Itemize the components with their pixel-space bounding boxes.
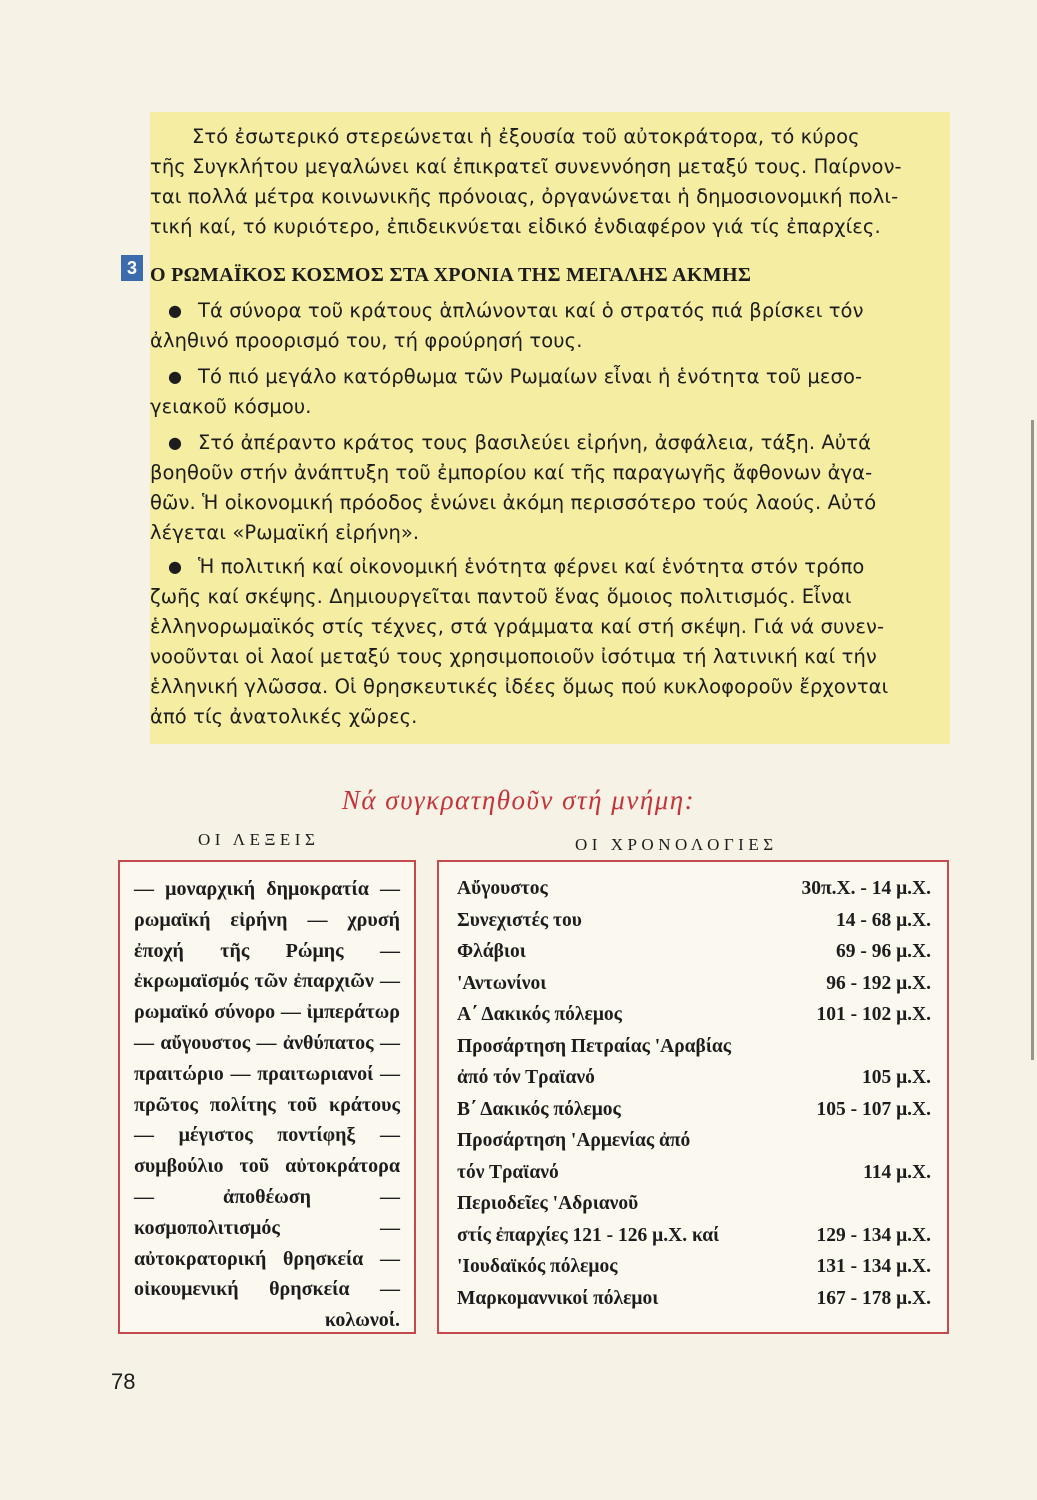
paragraph-line: ἀληθινό προορισμό του, τή φρούρησή τους.	[150, 329, 583, 352]
date-row	[457, 973, 931, 1003]
paragraph-line: Τό πιό μεγάλο κατόρθωμα τῶν Ρωμαίων εἶναι ἡ ἑνότητα τοῦ μεσο-	[198, 365, 863, 388]
date-row	[457, 1099, 931, 1129]
paragraph-line: ἀπό τίς ἀνατολικές χῶρες.	[150, 705, 418, 728]
paragraph-line: τική καί, τό κυριότερο, ἐπιδεικνύεται εἰδικό ἐνδιαφέρον γιά τίς ἐπαρχίες.	[150, 215, 881, 238]
paragraph-line: ζωῆς καί σκέψης. Δημιουργεῖται παντοῦ ἕνας ὅμοιος πολιτισμός. Εἶναι	[150, 585, 852, 608]
dates-title: ΟΙ ΧΡΟΝΟΛΟΓΙΕΣ	[575, 835, 778, 854]
date-label: Φλάβιοι	[457, 941, 526, 962]
date-label: 'Αντωνίνοι	[457, 972, 547, 994]
date-row	[457, 1225, 931, 1255]
date-label: Β΄ Δακικός πόλεμος	[457, 1098, 621, 1120]
date-row	[457, 1162, 931, 1192]
bullet-icon: ●	[168, 367, 183, 386]
date-label: Συνεχιστές του	[457, 909, 582, 931]
date-row	[457, 1256, 931, 1286]
bullet-icon: ●	[168, 433, 183, 452]
paragraph-line: Στό ἀπέραντο κράτος τους βασιλεύει εἰρήνη, ἀσφάλεια, τάξη. Αὐτά	[198, 431, 872, 454]
words-list: — μοναρχική δημοκρατία — ρωμαϊκή εἰρήνη — χρυσή ἐποχή τῆς Ρώμης — ἐκρωμαϊσμός τῶν ἐπαρχιῶν — ρωμαϊκό σύνορο — ἰμπεράτωρ — αὔγουστος — ἀνθύπατος — πραιτώριο — πραιτωριανοί — πρῶτος πολίτης τοῦ κράτους — μέγιστος ποντίφηξ — συμβούλιο τοῦ αὐτοκράτορα — ἀποθέωση — κοσμοπολιτισμός — αὐτοκρατορική θρησκεία — οἰκουμενική θρησκεία — κολωνοί.	[134, 878, 400, 1332]
bullet-icon: ●	[168, 557, 183, 576]
date-row	[457, 1193, 931, 1223]
date-label: Προσάρτηση 'Αρμενίας ἀπό	[457, 1130, 691, 1151]
date-row	[457, 1130, 931, 1160]
paragraph-line: νοοῦνται οἱ λαοί μεταξύ τους χρησιμοποιοῦν ἰσότιμα τή λατινική καί τήν	[150, 645, 877, 668]
date-value: 131 - 134 μ.Χ.	[816, 1256, 931, 1277]
section-heading: Ο ΡΩΜΑΪΚΟΣ ΚΟΣΜΟΣ ΣΤΑ ΧΡΟΝΙΑ ΤΗΣ ΜΕΓΑΛΗΣ ΑΚΜΗΣ	[150, 264, 752, 286]
date-row	[457, 941, 931, 971]
date-row	[457, 1004, 931, 1034]
words-title: ΟΙ ΛΕΞΕΙΣ	[198, 830, 320, 849]
date-label: Α΄ Δακικός πόλεμος	[457, 1004, 622, 1025]
date-row	[457, 878, 931, 908]
date-label: Προσάρτηση Πετραίας 'Αραβίας	[457, 1035, 731, 1057]
paragraph-line: λέγεται «Ρωμαϊκή εἰρήνη».	[150, 521, 420, 544]
paragraph-line: ται πολλά μέτρα κοινωνικῆς πρόνοιας, ὀργανώνεται ἡ δημοσιονομική πολι-	[150, 185, 899, 208]
date-value: 114 μ.Χ.	[863, 1161, 931, 1183]
date-label: Μαρκομαννικοί πόλεμοι	[457, 1287, 659, 1309]
date-value: 14 - 68 μ.Χ.	[835, 909, 931, 931]
date-label: στίς ἐπαρχίες 121 - 126 μ.Χ. καί	[457, 1224, 720, 1246]
highlighted-text-block	[150, 112, 950, 744]
date-label: Αὔγουστος	[457, 878, 548, 899]
paragraph-line: Ἡ πολιτική καί οἰκονομική ἑνότητα φέρνει καί ἑνότητα στόν τρόπο	[198, 555, 865, 578]
date-value: 129 - 134 μ.Χ.	[816, 1224, 931, 1246]
paragraph-line: ἑλληνική γλῶσσα. Οἱ θρησκευτικές ἰδέες ὅμως πού κυκλοφοροῦν ἔρχονται	[150, 675, 889, 698]
words-box	[118, 860, 416, 1334]
paragraph-line: θῶν. Ἡ οἰκονομική πρόοδος ἑνώνει ἀκόμη περισσότερο τούς λαούς. Αὐτό	[150, 491, 877, 514]
paragraph-line: Τά σύνορα τοῦ κράτους ἁπλώνονται καί ὁ στρατός πιά βρίσκει τόν	[198, 299, 864, 322]
date-value: 101 - 102 μ.Χ.	[816, 1004, 931, 1025]
date-label: Περιοδεῖες 'Αδριανοῦ	[457, 1193, 639, 1214]
date-label: τόν Τραϊανό	[457, 1161, 559, 1183]
paragraph-line: γειακοῦ κόσμου.	[150, 395, 312, 418]
intro-paragraph	[150, 122, 902, 242]
date-row	[457, 1067, 931, 1097]
date-label: 'Ιουδαϊκός πόλεμος	[457, 1256, 618, 1277]
page-edge-shadow	[1031, 420, 1034, 1060]
paragraph-line: βοηθοῦν στήν ἀνάπτυξη τοῦ ἐμπορίου καί τῆς παραγωγῆς ἄφθονων ἀγα-	[150, 461, 873, 484]
paragraph-borders	[150, 296, 864, 356]
date-value: 30π.Χ. - 14 μ.Χ.	[801, 878, 931, 899]
page-number: 78	[111, 1369, 136, 1394]
dates-box	[437, 860, 949, 1334]
paragraph-culture	[150, 552, 888, 732]
paragraph-unity	[150, 362, 862, 422]
date-value: 69 - 96 μ.Χ.	[835, 941, 931, 962]
date-value: 96 - 192 μ.Χ.	[826, 972, 931, 994]
date-value: 167 - 178 μ.Χ.	[816, 1287, 931, 1309]
section-number-badge: 3	[121, 255, 143, 281]
bullet-icon: ●	[168, 301, 183, 320]
paragraph-peace	[150, 428, 876, 548]
date-row	[457, 1288, 931, 1318]
date-row	[457, 910, 931, 940]
date-label: ἀπό τόν Τραϊανό	[457, 1067, 595, 1088]
paragraph-line: Στό ἐσωτερικό στερεώνεται ἡ ἐξουσία τοῦ αὐτοκράτορα, τό κύρος	[192, 125, 860, 148]
date-value: 105 - 107 μ.Χ.	[816, 1098, 931, 1120]
memory-title: Νά συγκρατηθοῦν στή μνήμη:	[341, 785, 696, 815]
date-value: 105 μ.Χ.	[861, 1067, 931, 1088]
paragraph-line: τῆς Συγκλήτου μεγαλώνει καί ἐπικρατεῖ συνεννόηση μεταξύ τους. Παίρνον-	[150, 155, 902, 178]
date-row	[457, 1036, 931, 1066]
paragraph-line: ἑλληνορωμαϊκός στίς τέχνες, στά γράμματα καί στή σκέψη. Γιά νά συνεν-	[150, 615, 885, 638]
